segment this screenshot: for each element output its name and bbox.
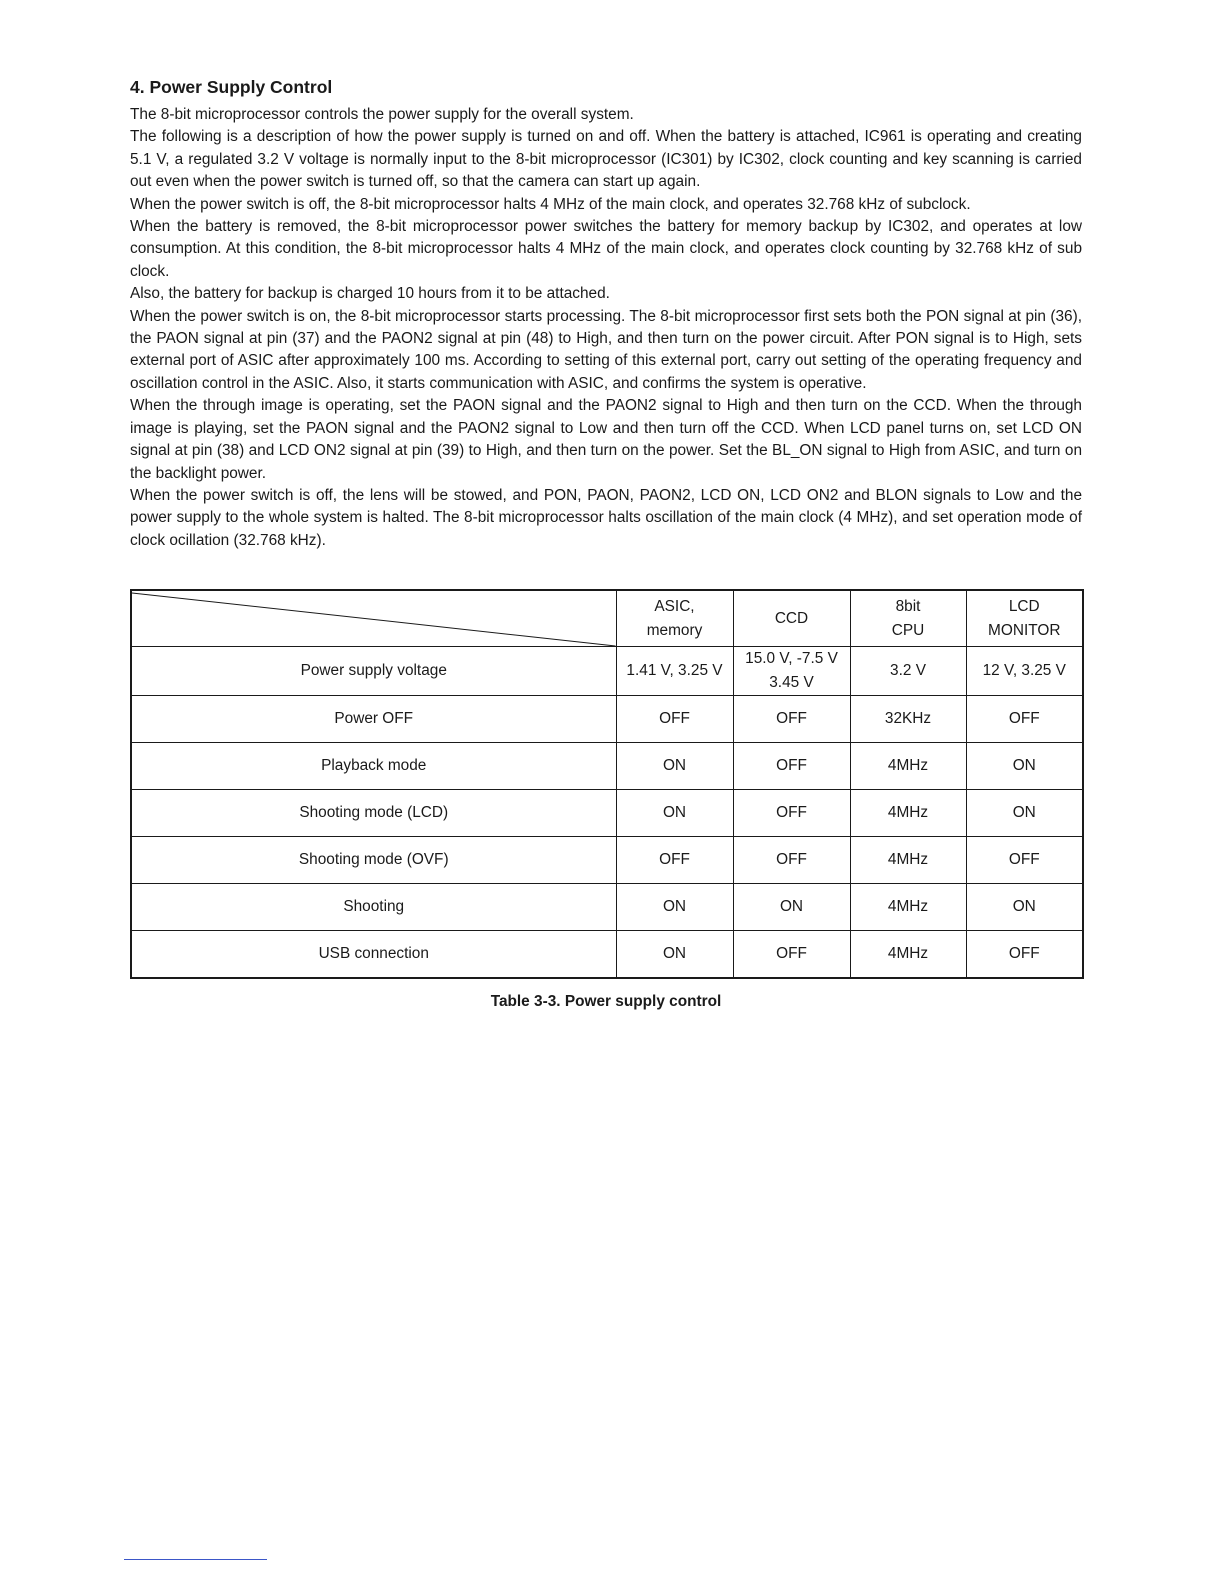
cell-ccd: OFF bbox=[733, 696, 850, 743]
cell-cpu: 4MHz bbox=[850, 743, 966, 790]
cell-ccd: OFF bbox=[733, 743, 850, 790]
header-cpu-line1: 8bit bbox=[895, 597, 921, 615]
cell-asic: OFF bbox=[616, 837, 733, 884]
header-ccd-line1: CCD bbox=[774, 609, 809, 627]
paragraph: The following is a description of how the power supply is turned on and off. When the battery is attached, IC961 is operating and creating 5.1 V, a regulated 3.2 V voltage is normally input to the 8-bit microprocessor (IC301) by IC302, clock counting and key scanning is carried out even when the power switch is turned off, so that the camera can start up again. bbox=[130, 128, 1082, 191]
cell-ccd: OFF bbox=[733, 837, 850, 884]
header-asic-line2: memory bbox=[646, 621, 703, 639]
table-row bbox=[131, 743, 1083, 790]
table-caption: Table 3-3. Power supply control bbox=[490, 993, 722, 1010]
cell-ccd-line1: 15.0 V, -7.5 V bbox=[745, 650, 838, 667]
document-body bbox=[130, 76, 1082, 552]
header-asic bbox=[616, 590, 733, 647]
table-row bbox=[131, 931, 1083, 979]
cell-lcd: ON bbox=[966, 790, 1083, 837]
row-label: Power OFF bbox=[131, 696, 616, 743]
diagonal-line bbox=[132, 591, 616, 646]
cell-ccd-line2: 3.45 V bbox=[769, 674, 814, 691]
section-title: 4. Power Supply Control bbox=[130, 77, 333, 97]
header-cpu-line2: CPU bbox=[891, 621, 925, 639]
cell-ccd bbox=[733, 647, 850, 696]
paragraph: When the power switch is off, the lens will be stowed, and PON, PAON, PAON2, LCD ON, LCD ON2 and BLON signals to Low and the power supply to the whole system is halted. The 8-bit microprocessor halts oscillation of the main clock (4 MHz), and set operation mode of clock ocillation (32.768 kHz). bbox=[130, 486, 1082, 549]
header-asic-line1: ASIC, bbox=[654, 597, 695, 615]
cell-cpu: 3.2 V bbox=[850, 647, 966, 696]
cell-lcd: OFF bbox=[966, 931, 1083, 979]
table-row bbox=[131, 837, 1083, 884]
paragraph: When the through image is operating, set the PAON signal and the PAON2 signal to High and then turn on the CCD. When the through image is playing, set the PAON signal and the PAON2 signal to Low and then turn off the CCD. When LCD panel turns on, set LCD ON signal at pin (38) and LCD ON2 signal at pin (39) to High, and then turn on the power. Set the BL_ON signal to High from ASIC, and turn on the backlight power. bbox=[130, 397, 1082, 482]
row-label: USB connection bbox=[131, 931, 616, 979]
paragraph: Also, the battery for backup is charged 10 hours from it to be attached. bbox=[130, 285, 610, 303]
cell-asic: ON bbox=[616, 884, 733, 931]
header-lcd-line1: LCD bbox=[1008, 597, 1040, 615]
table-row bbox=[131, 790, 1083, 837]
cell-ccd: OFF bbox=[733, 931, 850, 979]
header-ccd bbox=[733, 590, 850, 647]
table-row bbox=[131, 647, 1083, 696]
row-label: Shooting mode (OVF) bbox=[131, 837, 616, 884]
cell-cpu: 4MHz bbox=[850, 790, 966, 837]
cell-asic: ON bbox=[616, 931, 733, 979]
cell-lcd: OFF bbox=[966, 696, 1083, 743]
cell-cpu: 4MHz bbox=[850, 837, 966, 884]
paragraph: When the battery is removed, the 8-bit microprocessor power switches the battery for memory backup by IC302, and operates at low consumption. At this condition, the 8-bit microprocessor halts 4 MHz of the main clock, and operates clock counting by 32.768 kHz of sub clock. bbox=[130, 218, 1082, 280]
cell-asic: ON bbox=[616, 790, 733, 837]
table-header-row bbox=[131, 590, 1083, 647]
cell-asic: OFF bbox=[616, 696, 733, 743]
cell-ccd: OFF bbox=[733, 790, 850, 837]
row-label: Power supply voltage bbox=[131, 647, 616, 696]
paragraph: The 8-bit microprocessor controls the power supply for the overall system. bbox=[130, 106, 634, 123]
header-lcd-line2: MONITOR bbox=[988, 621, 1061, 639]
paragraph: When the power switch is on, the 8-bit microprocessor starts processing. The 8-bit microprocessor first sets both the PON signal at pin (36), the PAON signal at pin (37) and the PAON2 signal at pin (48) to High, and then turn on the power circuit. After PON signal is to High, sets external port of ASIC after approximately 100 ms. According to setting of this external port, carry out setting of the operating frequency and oscillation control in the ASIC. Also, it starts communication with ASIC, and confirms the system is operative. bbox=[130, 307, 1082, 392]
power-supply-table bbox=[130, 589, 1082, 979]
paragraph: When the power switch is off, the 8-bit microprocessor halts 4 MHz of the main clock, and operates 32.768 kHz of subclock. bbox=[130, 195, 971, 213]
cell-ccd: ON bbox=[733, 884, 850, 931]
cell-lcd: ON bbox=[966, 884, 1083, 931]
row-label: Shooting bbox=[131, 884, 616, 931]
cell-asic: ON bbox=[616, 743, 733, 790]
header-cpu bbox=[850, 590, 966, 647]
table-row bbox=[131, 884, 1083, 931]
cell-lcd: 12 V, 3.25 V bbox=[966, 647, 1083, 696]
cell-asic: 1.41 V, 3.25 V bbox=[616, 647, 733, 696]
footer-divider bbox=[124, 1559, 267, 1560]
cell-cpu: 4MHz bbox=[850, 931, 966, 979]
cell-cpu: 32KHz bbox=[850, 696, 966, 743]
table bbox=[130, 589, 1084, 979]
row-label: Playback mode bbox=[131, 743, 616, 790]
cell-lcd: OFF bbox=[966, 837, 1083, 884]
row-label: Shooting mode (LCD) bbox=[131, 790, 616, 837]
header-lcd bbox=[966, 590, 1083, 647]
table-row bbox=[131, 696, 1083, 743]
cell-lcd: ON bbox=[966, 743, 1083, 790]
cell-cpu: 4MHz bbox=[850, 884, 966, 931]
corner-cell bbox=[131, 590, 616, 647]
